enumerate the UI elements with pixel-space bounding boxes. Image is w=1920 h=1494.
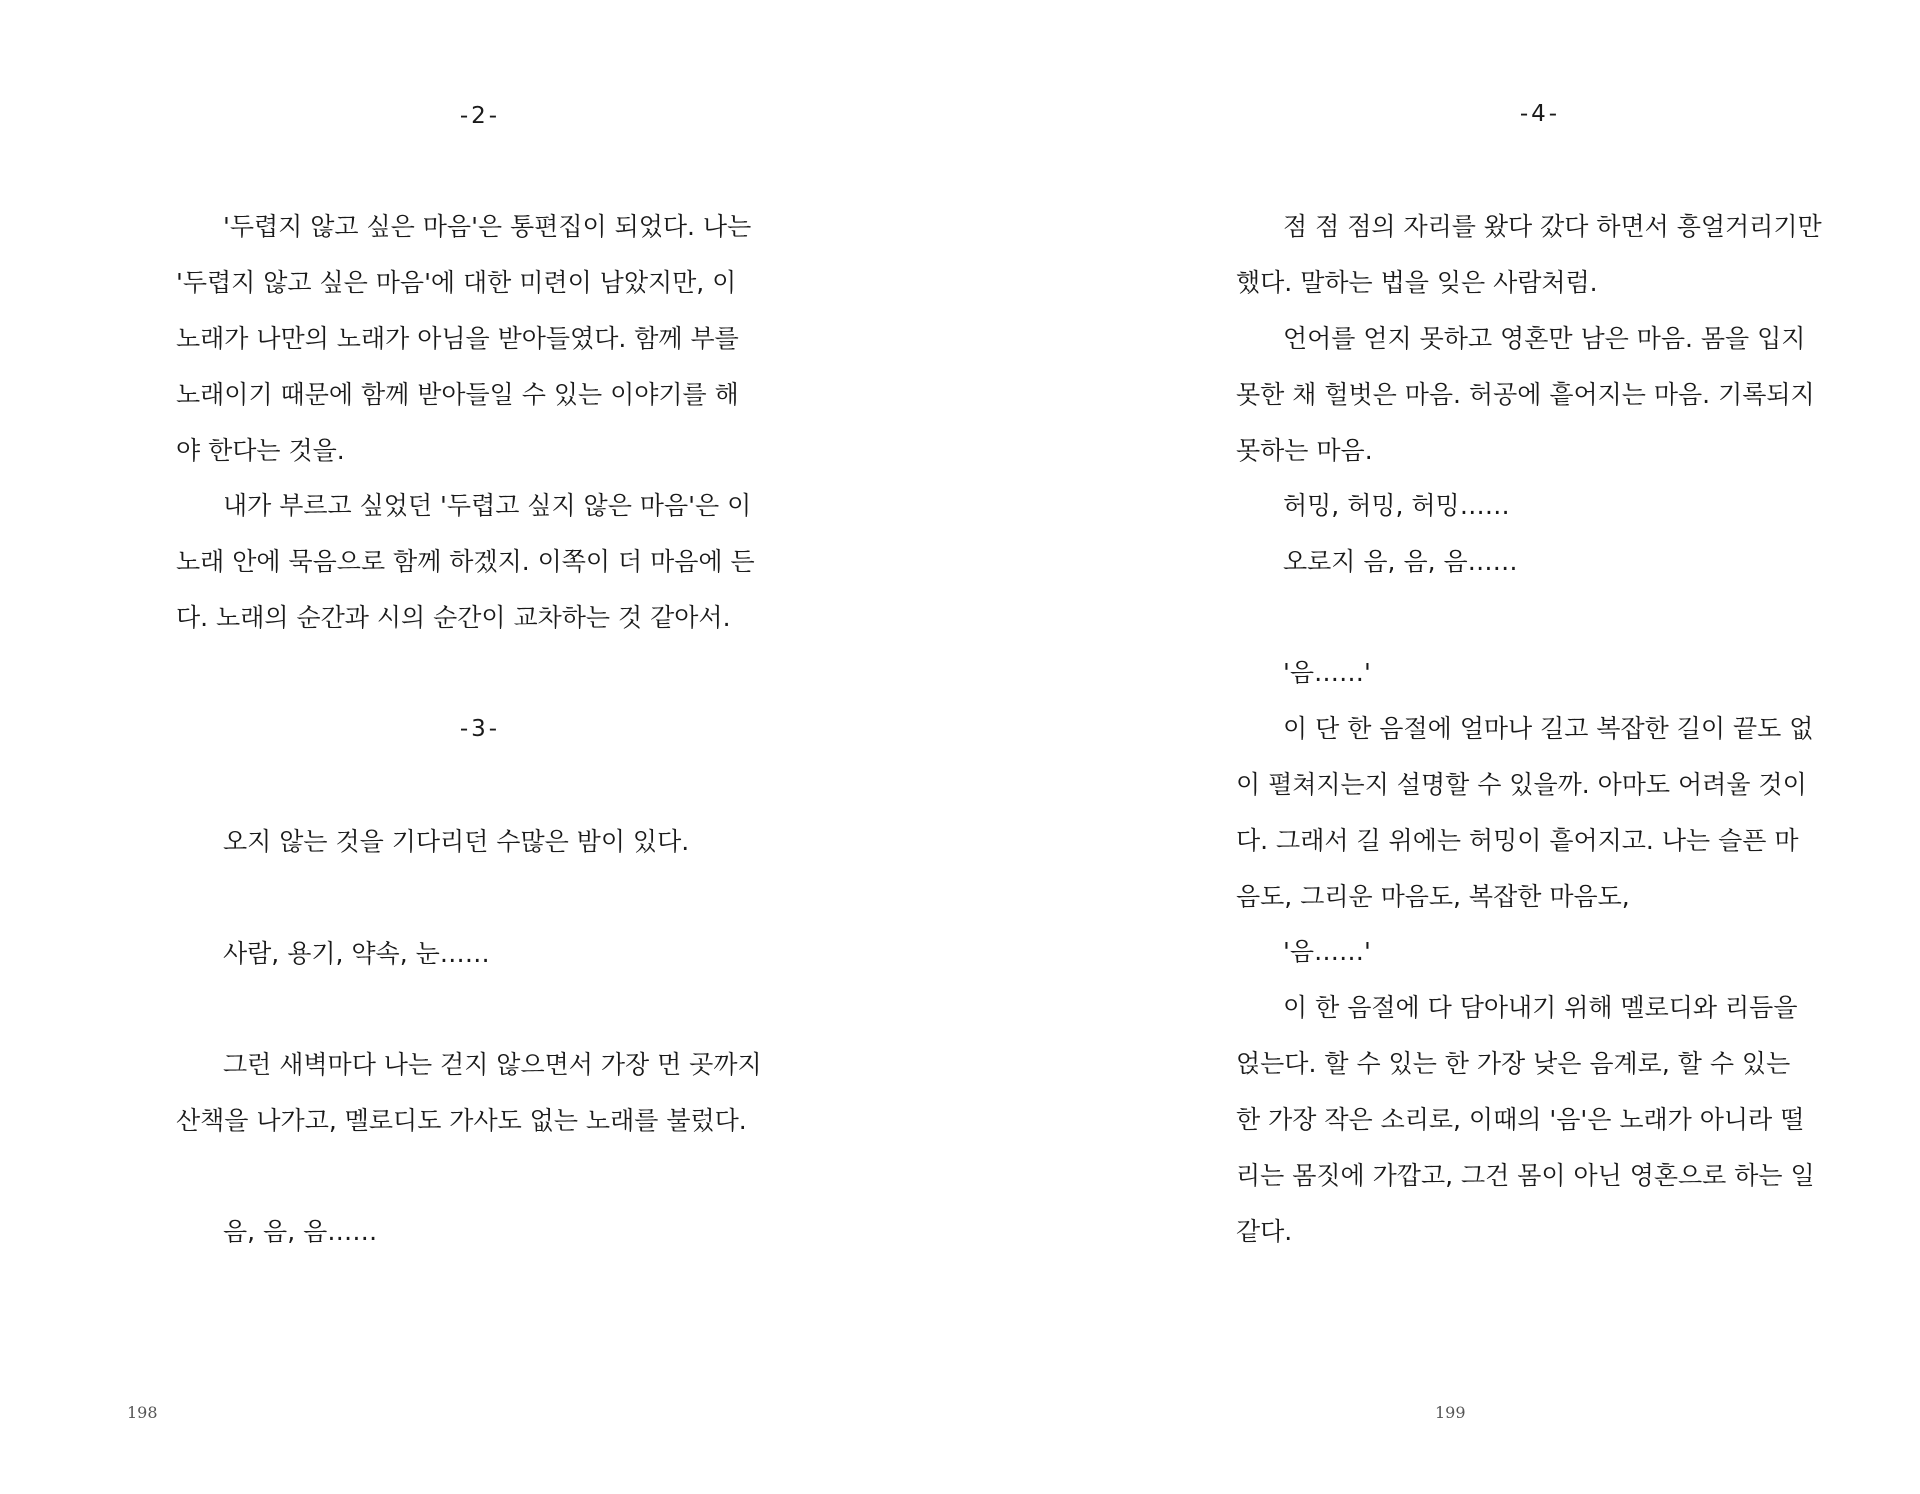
text-line: 리는 몸짓에 가깝고, 그건 몸이 아닌 영혼으로 하는 일 [1236,1161,1815,1190]
right-page [960,0,1920,1494]
text-line: 이 단 한 음절에 얼마나 길고 복잡한 길이 끝도 없 [1283,714,1814,743]
text-line: 점 점 점의 자리를 왔다 갔다 하면서 흥얼거리기만 [1283,212,1822,241]
paragraph-4: 사람, 용기, 약속, 눈…… [223,939,490,968]
text-line: 같다. [1236,1217,1293,1246]
paragraph-3: 허밍, 허밍, 허밍…… [1283,491,1510,520]
section-heading-4: -4- [1519,101,1561,127]
text-line: 노래 안에 묵음으로 함께 하겠지. 이쪽이 더 마음에 든 [176,547,755,576]
paragraph-6: 음, 음, 음…… [223,1217,378,1246]
page-number: 199 [1435,1403,1466,1422]
section-heading-3: -3- [459,716,501,742]
text-line: 다. 그래서 길 위에는 허밍이 흩어지고. 나는 슬픈 마 [1236,826,1799,855]
paragraph-5: '음……' [1283,658,1371,687]
text-line: 노래이기 때문에 함께 받아들일 수 있는 이야기를 해 [176,380,739,409]
text-line: 한 가장 작은 소리로, 이때의 '음'은 노래가 아니라 떨 [1236,1105,1805,1134]
text-line: 노래가 나만의 노래가 아님을 받아들였다. 함께 부를 [176,324,739,353]
text-line: 못하는 마음. [1236,436,1373,465]
text-line: 내가 부르고 싶었던 '두렵고 싶지 않은 마음'은 이 [223,491,752,520]
text-line: 다. 노래의 순간과 시의 순간이 교차하는 것 같아서. [176,603,731,632]
text-line: 그런 새벽마다 나는 걷지 않으면서 가장 먼 곳까지 [223,1050,762,1079]
text-line: 얹는다. 할 수 있는 한 가장 낮은 음계로, 할 수 있는 [1236,1049,1791,1078]
page-number: 198 [127,1403,158,1422]
paragraph-7: '음……' [1283,937,1371,966]
section-heading-2: -2- [459,103,501,129]
text-line: 이 펼쳐지는지 설명할 수 있을까. 아마도 어려울 것이 [1236,770,1807,799]
text-line: 언어를 얻지 못하고 영혼만 남은 마음. 몸을 입지 [1283,324,1806,353]
text-line: 못한 채 헐벗은 마음. 허공에 흩어지는 마음. 기록되지 [1236,380,1815,409]
text-line: 음도, 그리운 마음도, 복잡한 마음도, [1236,882,1630,911]
text-line: '두렵지 않고 싶은 마음'은 통편집이 되었다. 나는 [223,212,752,241]
text-line: 산책을 나가고, 멜로디도 가사도 없는 노래를 불렀다. [176,1106,747,1135]
text-line: 이 한 음절에 다 담아내기 위해 멜로디와 리듬을 [1283,993,1798,1022]
paragraph-3: 오지 않는 것을 기다리던 수많은 밤이 있다. [223,827,690,856]
text-line: '두렵지 않고 싶은 마음'에 대한 미련이 남았지만, 이 [176,268,737,297]
text-line: 야 한다는 것을. [176,436,345,465]
paragraph-4: 오로지 음, 음, 음…… [1283,547,1518,576]
text-line: 했다. 말하는 법을 잊은 사람처럼. [1236,268,1598,297]
